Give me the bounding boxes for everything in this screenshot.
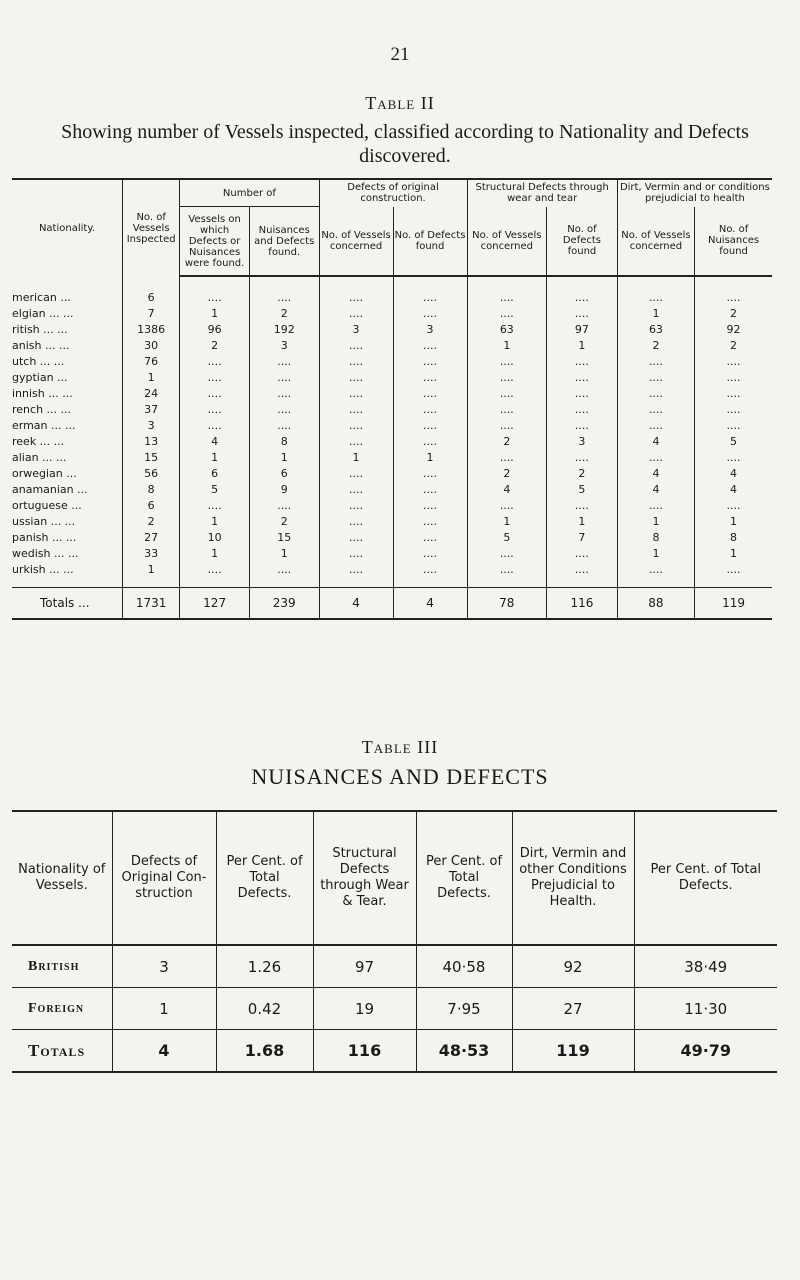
nationality-cell: wedish ... ...: [12, 546, 79, 560]
table-cell: 27: [512, 988, 634, 1030]
table-row: [12, 1030, 777, 1073]
table-cell: 63: [467, 321, 547, 337]
table-cell: 2: [467, 465, 547, 481]
t3-header-percent: Per Cent. of Total Defects.: [416, 811, 512, 945]
table-cell: 1386: [122, 321, 179, 337]
table-cell: ....: [249, 353, 319, 369]
table-cell: ....: [393, 401, 467, 417]
table-cell: 4: [695, 481, 772, 497]
table-cell: 63: [617, 321, 694, 337]
table-cell: ....: [393, 465, 467, 481]
nationality-cell: orwegian ...: [12, 466, 77, 480]
table-cell: ....: [393, 417, 467, 433]
header-inspected: No. of Vessels Inspected: [122, 179, 179, 276]
totals-cell: 127: [180, 588, 250, 620]
table-cell: ....: [393, 545, 467, 561]
table-row: [12, 465, 772, 481]
table-row: [12, 289, 772, 305]
table-cell: ....: [617, 369, 694, 385]
nationality-cell: British: [12, 945, 112, 988]
table-cell: ....: [695, 369, 772, 385]
nationality-cell: ortuguese ...: [12, 498, 82, 512]
table-cell: 1.68: [216, 1030, 313, 1073]
header-nuisances-found: No. of Nuisances found: [695, 207, 772, 277]
header-vessels-concerned: No. of Vessels concerned: [617, 207, 694, 277]
table-cell: ....: [547, 417, 618, 433]
header-vessels-concerned: No. of Vessels concerned: [319, 207, 393, 277]
table-cell: ....: [617, 497, 694, 513]
table-cell: ....: [393, 337, 467, 353]
table-cell: 8: [122, 481, 179, 497]
table-cell: 5: [180, 481, 250, 497]
table3-title: Table III: [361, 737, 439, 757]
table-row: [12, 481, 772, 497]
totals-cell: 116: [547, 588, 618, 620]
nationality-cell: Totals: [12, 1030, 112, 1073]
table-cell: ....: [617, 401, 694, 417]
table-cell: 3: [122, 417, 179, 433]
table-cell: 1: [112, 988, 216, 1030]
table-cell: ....: [319, 465, 393, 481]
table-cell: ....: [467, 449, 547, 465]
t3-header-percent: Per Cent. of Total Defects.: [216, 811, 313, 945]
table-cell: ....: [695, 401, 772, 417]
table-cell: ....: [319, 529, 393, 545]
table-cell: 1: [695, 513, 772, 529]
t3-header-nationality: Nationality of Vessels.: [12, 811, 112, 945]
table-cell: 92: [512, 945, 634, 988]
table-cell: 4: [467, 481, 547, 497]
table-cell: 4: [695, 465, 772, 481]
table-cell: ....: [695, 449, 772, 465]
table-cell: ....: [547, 385, 618, 401]
nationality-cell: rench ... ...: [12, 402, 72, 416]
table-cell: ....: [467, 417, 547, 433]
table-cell: 9: [249, 481, 319, 497]
table-cell: ....: [180, 561, 250, 577]
table-cell: 2: [695, 337, 772, 353]
nationality-cell: gyptian ...: [12, 370, 68, 384]
table-cell: 48·53: [416, 1030, 512, 1073]
table-cell: 40·58: [416, 945, 512, 988]
t3-header-structural: Structural Defects through Wear & Tear.: [313, 811, 416, 945]
table-cell: 8: [249, 433, 319, 449]
nationality-cell: alian ... ...: [12, 450, 67, 464]
table-cell: 3: [249, 337, 319, 353]
header-nuisances-defects: Nuisances and Defects found.: [249, 207, 319, 277]
table-cell: 7: [122, 305, 179, 321]
table-cell: 1: [695, 545, 772, 561]
table-cell: ....: [180, 497, 250, 513]
table-cell: ....: [547, 289, 618, 305]
table-cell: ....: [249, 497, 319, 513]
table-cell: ....: [695, 385, 772, 401]
table-cell: 3: [319, 321, 393, 337]
totals-cell: 88: [617, 588, 694, 620]
table-cell: ....: [467, 353, 547, 369]
table-cell: ....: [249, 417, 319, 433]
table-cell: 4: [617, 481, 694, 497]
table-cell: ....: [547, 561, 618, 577]
table-cell: ....: [393, 305, 467, 321]
table-cell: ....: [319, 289, 393, 305]
table-cell: 1: [617, 545, 694, 561]
table-cell: 1: [122, 561, 179, 577]
table-cell: ....: [249, 289, 319, 305]
table-row: [12, 417, 772, 433]
table-cell: ....: [319, 561, 393, 577]
table2-body: [12, 276, 772, 588]
table-spacer: [12, 276, 772, 289]
table-row: [12, 385, 772, 401]
table3: [12, 810, 777, 1073]
table-cell: ....: [695, 353, 772, 369]
nationality-cell: ritish ... ...: [12, 322, 68, 336]
table-cell: 92: [695, 321, 772, 337]
totals-row: [12, 588, 772, 620]
table-cell: 5: [547, 481, 618, 497]
table-cell: 24: [122, 385, 179, 401]
table-cell: ....: [319, 513, 393, 529]
table-cell: 1: [467, 337, 547, 353]
table-cell: 1: [180, 513, 250, 529]
table-cell: ....: [547, 497, 618, 513]
table-cell: 2: [122, 513, 179, 529]
totals-cell: 119: [695, 588, 772, 620]
table-cell: 119: [512, 1030, 634, 1073]
header-vessels-concerned: No. of Vessels concerned: [467, 207, 547, 277]
table-cell: ....: [547, 449, 618, 465]
table-cell: ....: [319, 481, 393, 497]
nationality-cell: urkish ... ...: [12, 562, 74, 576]
t3-header-percent: Per Cent. of Total Defects.: [634, 811, 777, 945]
nationality-cell: Foreign: [12, 988, 112, 1030]
table-cell: ....: [467, 289, 547, 305]
table-cell: 2: [467, 433, 547, 449]
table2: [12, 178, 772, 620]
table-cell: ....: [180, 417, 250, 433]
table-cell: ....: [180, 353, 250, 369]
table-cell: 76: [122, 353, 179, 369]
table-row: [12, 449, 772, 465]
table-cell: 6: [249, 465, 319, 481]
header-dirt-vermin: Dirt, Vermin and or conditions prejudicial to health: [617, 179, 772, 207]
table-cell: ....: [617, 417, 694, 433]
table-cell: ....: [467, 385, 547, 401]
table-cell: ....: [393, 481, 467, 497]
totals-cell: 78: [467, 588, 547, 620]
header-defects-found: No. of Defects found: [547, 207, 618, 277]
header-number-of: Number of: [180, 179, 319, 207]
table-cell: 1: [180, 449, 250, 465]
nationality-cell: panish ... ...: [12, 530, 77, 544]
table-cell: 8: [695, 529, 772, 545]
nationality-cell: innish ... ...: [12, 386, 73, 400]
t3-header-dirt-vermin: Dirt, Vermin and other Conditions Prejudicial to Health.: [512, 811, 634, 945]
table-cell: 38·49: [634, 945, 777, 988]
table-cell: 116: [313, 1030, 416, 1073]
totals-cell: 4: [319, 588, 393, 620]
table-cell: ....: [319, 353, 393, 369]
table-cell: ....: [695, 417, 772, 433]
table-cell: 19: [313, 988, 416, 1030]
table-cell: 0.42: [216, 988, 313, 1030]
table-row: [12, 321, 772, 337]
totals-label: Totals ...: [12, 588, 122, 620]
table-cell: 1: [249, 449, 319, 465]
table-row: [12, 513, 772, 529]
table2-title: Table II: [365, 93, 435, 113]
table-row: [12, 353, 772, 369]
table-cell: 8: [617, 529, 694, 545]
table-cell: ....: [319, 497, 393, 513]
table-cell: 2: [249, 513, 319, 529]
table-cell: ....: [180, 401, 250, 417]
table-cell: ....: [617, 561, 694, 577]
table-cell: ....: [467, 561, 547, 577]
nationality-cell: anamanian ...: [12, 482, 88, 496]
table-cell: 27: [122, 529, 179, 545]
table-cell: 37: [122, 401, 179, 417]
nationality-cell: elgian ... ...: [12, 306, 74, 320]
table-cell: 56: [122, 465, 179, 481]
table-cell: 6: [180, 465, 250, 481]
table-cell: 3: [112, 945, 216, 988]
table3-body: [12, 945, 777, 1072]
table-row: [12, 401, 772, 417]
table-row: [12, 945, 777, 988]
table-spacer: [12, 577, 772, 588]
table-cell: ....: [393, 353, 467, 369]
table-cell: ....: [547, 353, 618, 369]
table-cell: 15: [249, 529, 319, 545]
table-cell: 5: [467, 529, 547, 545]
table-row: [12, 988, 777, 1030]
nationality-cell: utch ... ...: [12, 354, 65, 368]
table-cell: ....: [547, 305, 618, 321]
table-cell: ....: [393, 289, 467, 305]
table-cell: ....: [180, 369, 250, 385]
table-cell: ....: [319, 545, 393, 561]
table-cell: 3: [547, 433, 618, 449]
table-row: [12, 337, 772, 353]
table-cell: 15: [122, 449, 179, 465]
t3-header-original-construction: Defects of Original Con- struction: [112, 811, 216, 945]
nationality-cell: erman ... ...: [12, 418, 76, 432]
table-cell: ....: [249, 401, 319, 417]
table-cell: 1: [249, 545, 319, 561]
table-cell: 3: [393, 321, 467, 337]
table-cell: ....: [547, 369, 618, 385]
table-cell: ....: [467, 369, 547, 385]
table-cell: 2: [249, 305, 319, 321]
table-cell: 97: [313, 945, 416, 988]
table-cell: 1: [467, 513, 547, 529]
table-cell: ....: [467, 545, 547, 561]
table-cell: 1: [393, 449, 467, 465]
table-cell: 1: [617, 305, 694, 321]
header-structural-defects: Structural Defects through wear and tear: [467, 179, 617, 207]
table-cell: 13: [122, 433, 179, 449]
table-cell: ....: [467, 497, 547, 513]
table-cell: ....: [467, 305, 547, 321]
table3-subtitle: NUISANCES AND DEFECTS: [251, 764, 549, 789]
table-cell: 1: [547, 513, 618, 529]
table-cell: ....: [180, 289, 250, 305]
table-cell: 1: [180, 305, 250, 321]
totals-cell: 1731: [122, 588, 179, 620]
table-cell: ....: [617, 385, 694, 401]
table-cell: ....: [393, 513, 467, 529]
totals-cell: 4: [393, 588, 467, 620]
nationality-cell: anish ... ...: [12, 338, 70, 352]
table-cell: ....: [393, 385, 467, 401]
table-cell: 4: [180, 433, 250, 449]
table-row: [12, 433, 772, 449]
table-cell: 49·79: [634, 1030, 777, 1073]
table-cell: ....: [617, 289, 694, 305]
table-cell: 1: [547, 337, 618, 353]
totals-cell: 239: [249, 588, 319, 620]
table-cell: ....: [249, 369, 319, 385]
table-cell: 1: [180, 545, 250, 561]
table-cell: 10: [180, 529, 250, 545]
table-cell: ....: [319, 417, 393, 433]
table-cell: ....: [319, 433, 393, 449]
table-cell: 1: [122, 369, 179, 385]
table-cell: 2: [547, 465, 618, 481]
table-cell: ....: [393, 529, 467, 545]
table-cell: ....: [617, 353, 694, 369]
table-cell: 2: [180, 337, 250, 353]
page-number: 21: [390, 44, 410, 65]
table-cell: ....: [319, 305, 393, 321]
table-cell: ....: [393, 433, 467, 449]
table-cell: 97: [547, 321, 618, 337]
table-cell: 7: [547, 529, 618, 545]
table-row: [12, 369, 772, 385]
table-cell: ....: [393, 561, 467, 577]
table-cell: 6: [122, 497, 179, 513]
table-cell: 2: [617, 337, 694, 353]
table-row: [12, 561, 772, 577]
table-cell: 1: [617, 513, 694, 529]
table-cell: 4: [617, 465, 694, 481]
table-cell: ....: [393, 497, 467, 513]
table-cell: 1.26: [216, 945, 313, 988]
table-row: [12, 497, 772, 513]
table-cell: ....: [319, 385, 393, 401]
table-cell: ....: [319, 337, 393, 353]
table-cell: ....: [180, 385, 250, 401]
table-cell: 4: [112, 1030, 216, 1073]
table-cell: 33: [122, 545, 179, 561]
table-cell: ....: [695, 289, 772, 305]
table2-subtitle: Showing number of Vessels inspected, classified according to Nationality and Defects discovered.: [61, 121, 749, 167]
table-cell: 5: [695, 433, 772, 449]
nationality-cell: reek ... ...: [12, 434, 65, 448]
nationality-cell: merican ...: [12, 290, 71, 304]
table-row: [12, 529, 772, 545]
table-cell: ....: [319, 369, 393, 385]
header-defects-found: No. of Defects found: [393, 207, 467, 277]
table-cell: ....: [617, 449, 694, 465]
table-cell: 30: [122, 337, 179, 353]
table-row: [12, 305, 772, 321]
table-cell: ....: [547, 545, 618, 561]
table-row: [12, 545, 772, 561]
table-cell: ....: [695, 497, 772, 513]
table-cell: 2: [695, 305, 772, 321]
table-cell: 7·95: [416, 988, 512, 1030]
table-cell: ....: [249, 385, 319, 401]
table-cell: 11·30: [634, 988, 777, 1030]
table-cell: ....: [249, 561, 319, 577]
table-cell: 4: [617, 433, 694, 449]
table-cell: ....: [467, 401, 547, 417]
table-cell: 1: [319, 449, 393, 465]
header-nationality: Nationality.: [12, 179, 122, 276]
nationality-cell: ussian ... ...: [12, 514, 76, 528]
table-cell: 6: [122, 289, 179, 305]
header-original-construction: Defects of original construction.: [319, 179, 467, 207]
table-cell: ....: [393, 369, 467, 385]
header-vessels-defects: Vessels on which Defects or Nuisances were found.: [180, 207, 250, 277]
table-cell: ....: [547, 401, 618, 417]
table-cell: ....: [319, 401, 393, 417]
table-cell: 192: [249, 321, 319, 337]
table-cell: 96: [180, 321, 250, 337]
table-cell: ....: [695, 561, 772, 577]
